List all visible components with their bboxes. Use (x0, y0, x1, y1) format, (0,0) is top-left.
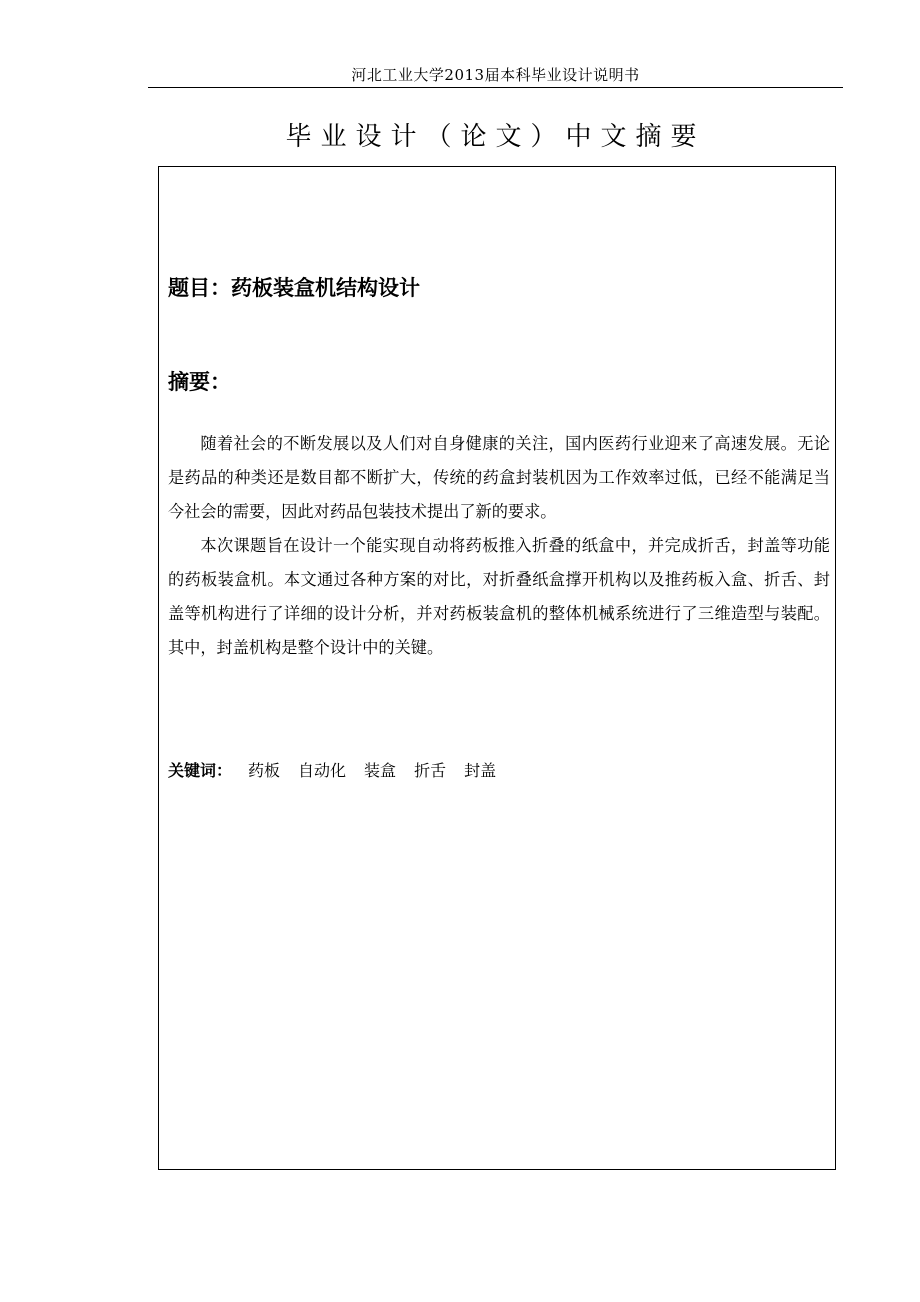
keywords-label: 关键词： (168, 761, 233, 780)
keyword: 药板 (248, 761, 281, 780)
abstract-paragraph: 本次课题旨在设计一个能实现自动将药板推入折叠的纸盒中，并完成折舌，封盖等功能的药板装盒机。本文通过各种方案的对比，对折叠纸盒撑开机构以及推药板入盒、折舌、封盖等机构进行了详细的设计分析，并对药板装盒机的整体机械系统进行了三维造型与装配。其中，封盖机构是整个设计中的关键。 (168, 536, 830, 657)
topic-label: 题目： (168, 276, 231, 300)
keyword: 自动化 (298, 761, 347, 780)
abstract-body (168, 427, 830, 665)
abstract-frame (158, 166, 836, 1170)
page-title: 毕业设计（论文）中文摘要 (285, 122, 706, 152)
abstract-paragraph: 随着社会的不断发展以及人们对自身健康的关注，国内医药行业迎来了高速发展。无论是药品的种类还是数目都不断扩大，传统的药盒封装机因为工作效率过低，已经不能满足当今社会的需要，因此对药品包装技术提出了新的要求。 (168, 434, 830, 521)
running-header: 河北工业大学2013届本科毕业设计说明书 (351, 66, 640, 84)
keyword: 装盒 (364, 761, 397, 780)
topic-line (168, 272, 420, 302)
keywords-line (168, 758, 514, 781)
header-rule (148, 87, 843, 88)
keyword: 折舌 (414, 761, 447, 780)
keyword: 封盖 (464, 761, 497, 780)
topic-value: 药板装盒机结构设计 (231, 276, 420, 300)
abstract-heading: 摘要： (168, 370, 231, 394)
